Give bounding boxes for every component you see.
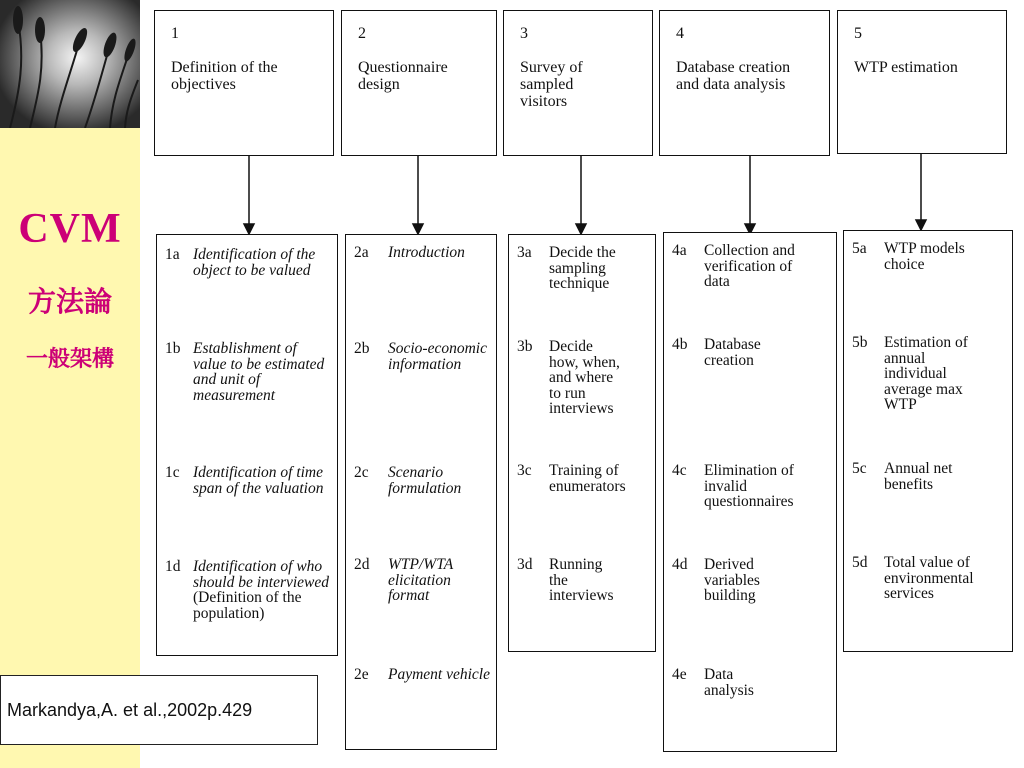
substep-1c (165, 465, 333, 496)
substep-text: Database creation (704, 336, 761, 369)
substep-text: Decide how, when, and where to run interviews (549, 338, 620, 417)
substep-label: 4a (672, 242, 687, 259)
substep-label: 1d (165, 558, 181, 575)
substep-column-5 (843, 230, 1013, 652)
substep-2b (354, 341, 492, 372)
substep-text: Establishment of value to be estimated and unit of measurement (193, 340, 325, 404)
substep-text: Elimination of invalid questionnaires (704, 462, 794, 510)
substep-2c (354, 465, 492, 496)
substep-label: 5c (852, 460, 867, 477)
substep-4b (672, 337, 832, 368)
substep-text: Collection and verification of data (704, 242, 795, 290)
substep-label: 3d (517, 556, 533, 573)
substep-text: Scenario formulation (388, 464, 462, 497)
step-title: Questionnaire design (358, 59, 448, 93)
substep-5c (852, 461, 1008, 492)
substep-text: WTP/WTA elicitation format (388, 556, 453, 604)
sidebar-title: CVM (18, 206, 122, 252)
substep-2a (354, 245, 492, 261)
substep-text: Data analysis (704, 666, 754, 699)
substep-text: Socio-economic information (388, 340, 487, 373)
substep-label: 1b (165, 340, 181, 357)
substep-1a (165, 247, 333, 278)
substep-text: Decide the sampling technique (549, 244, 616, 292)
citation: Markandya,A. et al.,2002p.429 (0, 675, 318, 745)
substep-2e (354, 667, 492, 683)
substep-label: 1a (165, 246, 180, 263)
substep-4c (672, 463, 832, 510)
sidebar-subtitle-method: 方法論 (27, 285, 112, 318)
substep-label: 3c (517, 462, 532, 479)
substep-3c (517, 463, 651, 494)
substep-label: 2e (354, 666, 369, 683)
substep-label: 3a (517, 244, 532, 261)
substep-5b (852, 335, 1008, 413)
substep-1d (165, 559, 333, 621)
step-number: 2 (358, 25, 366, 42)
substep-label: 4c (672, 462, 687, 479)
substep-3a (517, 245, 651, 292)
substep-label: 2b (354, 340, 370, 357)
substep-label: 2a (354, 244, 369, 261)
substep-5d (852, 555, 1008, 602)
substep-label: 4d (672, 556, 688, 573)
substep-text: Total value of environmental services (884, 554, 974, 602)
substep-4d (672, 557, 832, 604)
substep-2d (354, 557, 492, 604)
step-number: 5 (854, 25, 862, 42)
step-number: 4 (676, 25, 684, 42)
substep-3d (517, 557, 651, 604)
substep-label: 2d (354, 556, 370, 573)
substep-1b (165, 341, 333, 403)
substep-text: Identification of time span of the valuation (193, 464, 324, 497)
substep-text: Introduction (388, 244, 465, 261)
substep-text: WTP models choice (884, 240, 965, 273)
substep-text: Payment vehicle (388, 666, 490, 683)
substep-column-4 (663, 232, 837, 752)
substep-label: 5b (852, 334, 868, 351)
substep-text: Estimation of annual individual average max WTP (884, 334, 968, 413)
step-title: Survey of sampled visitors (520, 59, 583, 110)
substep-column-2 (345, 234, 497, 750)
substep-label: 5d (852, 554, 868, 571)
substep-text-note: (Definition of the population) (193, 589, 302, 622)
substep-5a (852, 241, 1008, 272)
substep-3b (517, 339, 651, 417)
step-title: Database creation and data analysis (676, 59, 791, 93)
step-title: WTP estimation (854, 59, 958, 76)
substep-label: 1c (165, 464, 180, 481)
step-title: Definition of the objectives (171, 59, 278, 93)
substep-label: 3b (517, 338, 533, 355)
step-number: 3 (520, 25, 528, 42)
substep-text: Running the interviews (549, 556, 614, 604)
substep-text: Derived variables building (704, 556, 760, 604)
substep-label: 5a (852, 240, 867, 257)
substep-text: Identification of who should be interviewed (193, 558, 330, 591)
substep-4e (672, 667, 832, 698)
substep-label: 4e (672, 666, 687, 683)
substep-text: Training of enumerators (549, 462, 626, 495)
substep-column-3 (508, 234, 656, 652)
substep-label: 2c (354, 464, 369, 481)
substep-label: 4b (672, 336, 688, 353)
substep-text: Annual net benefits (884, 460, 953, 493)
sidebar-subtitle-framework: 一般架構 (25, 347, 114, 372)
step-number: 1 (171, 25, 179, 42)
substep-text: Identification of the object to be valued (193, 246, 316, 279)
substep-4a (672, 243, 832, 290)
substep-column-1 (156, 234, 338, 656)
